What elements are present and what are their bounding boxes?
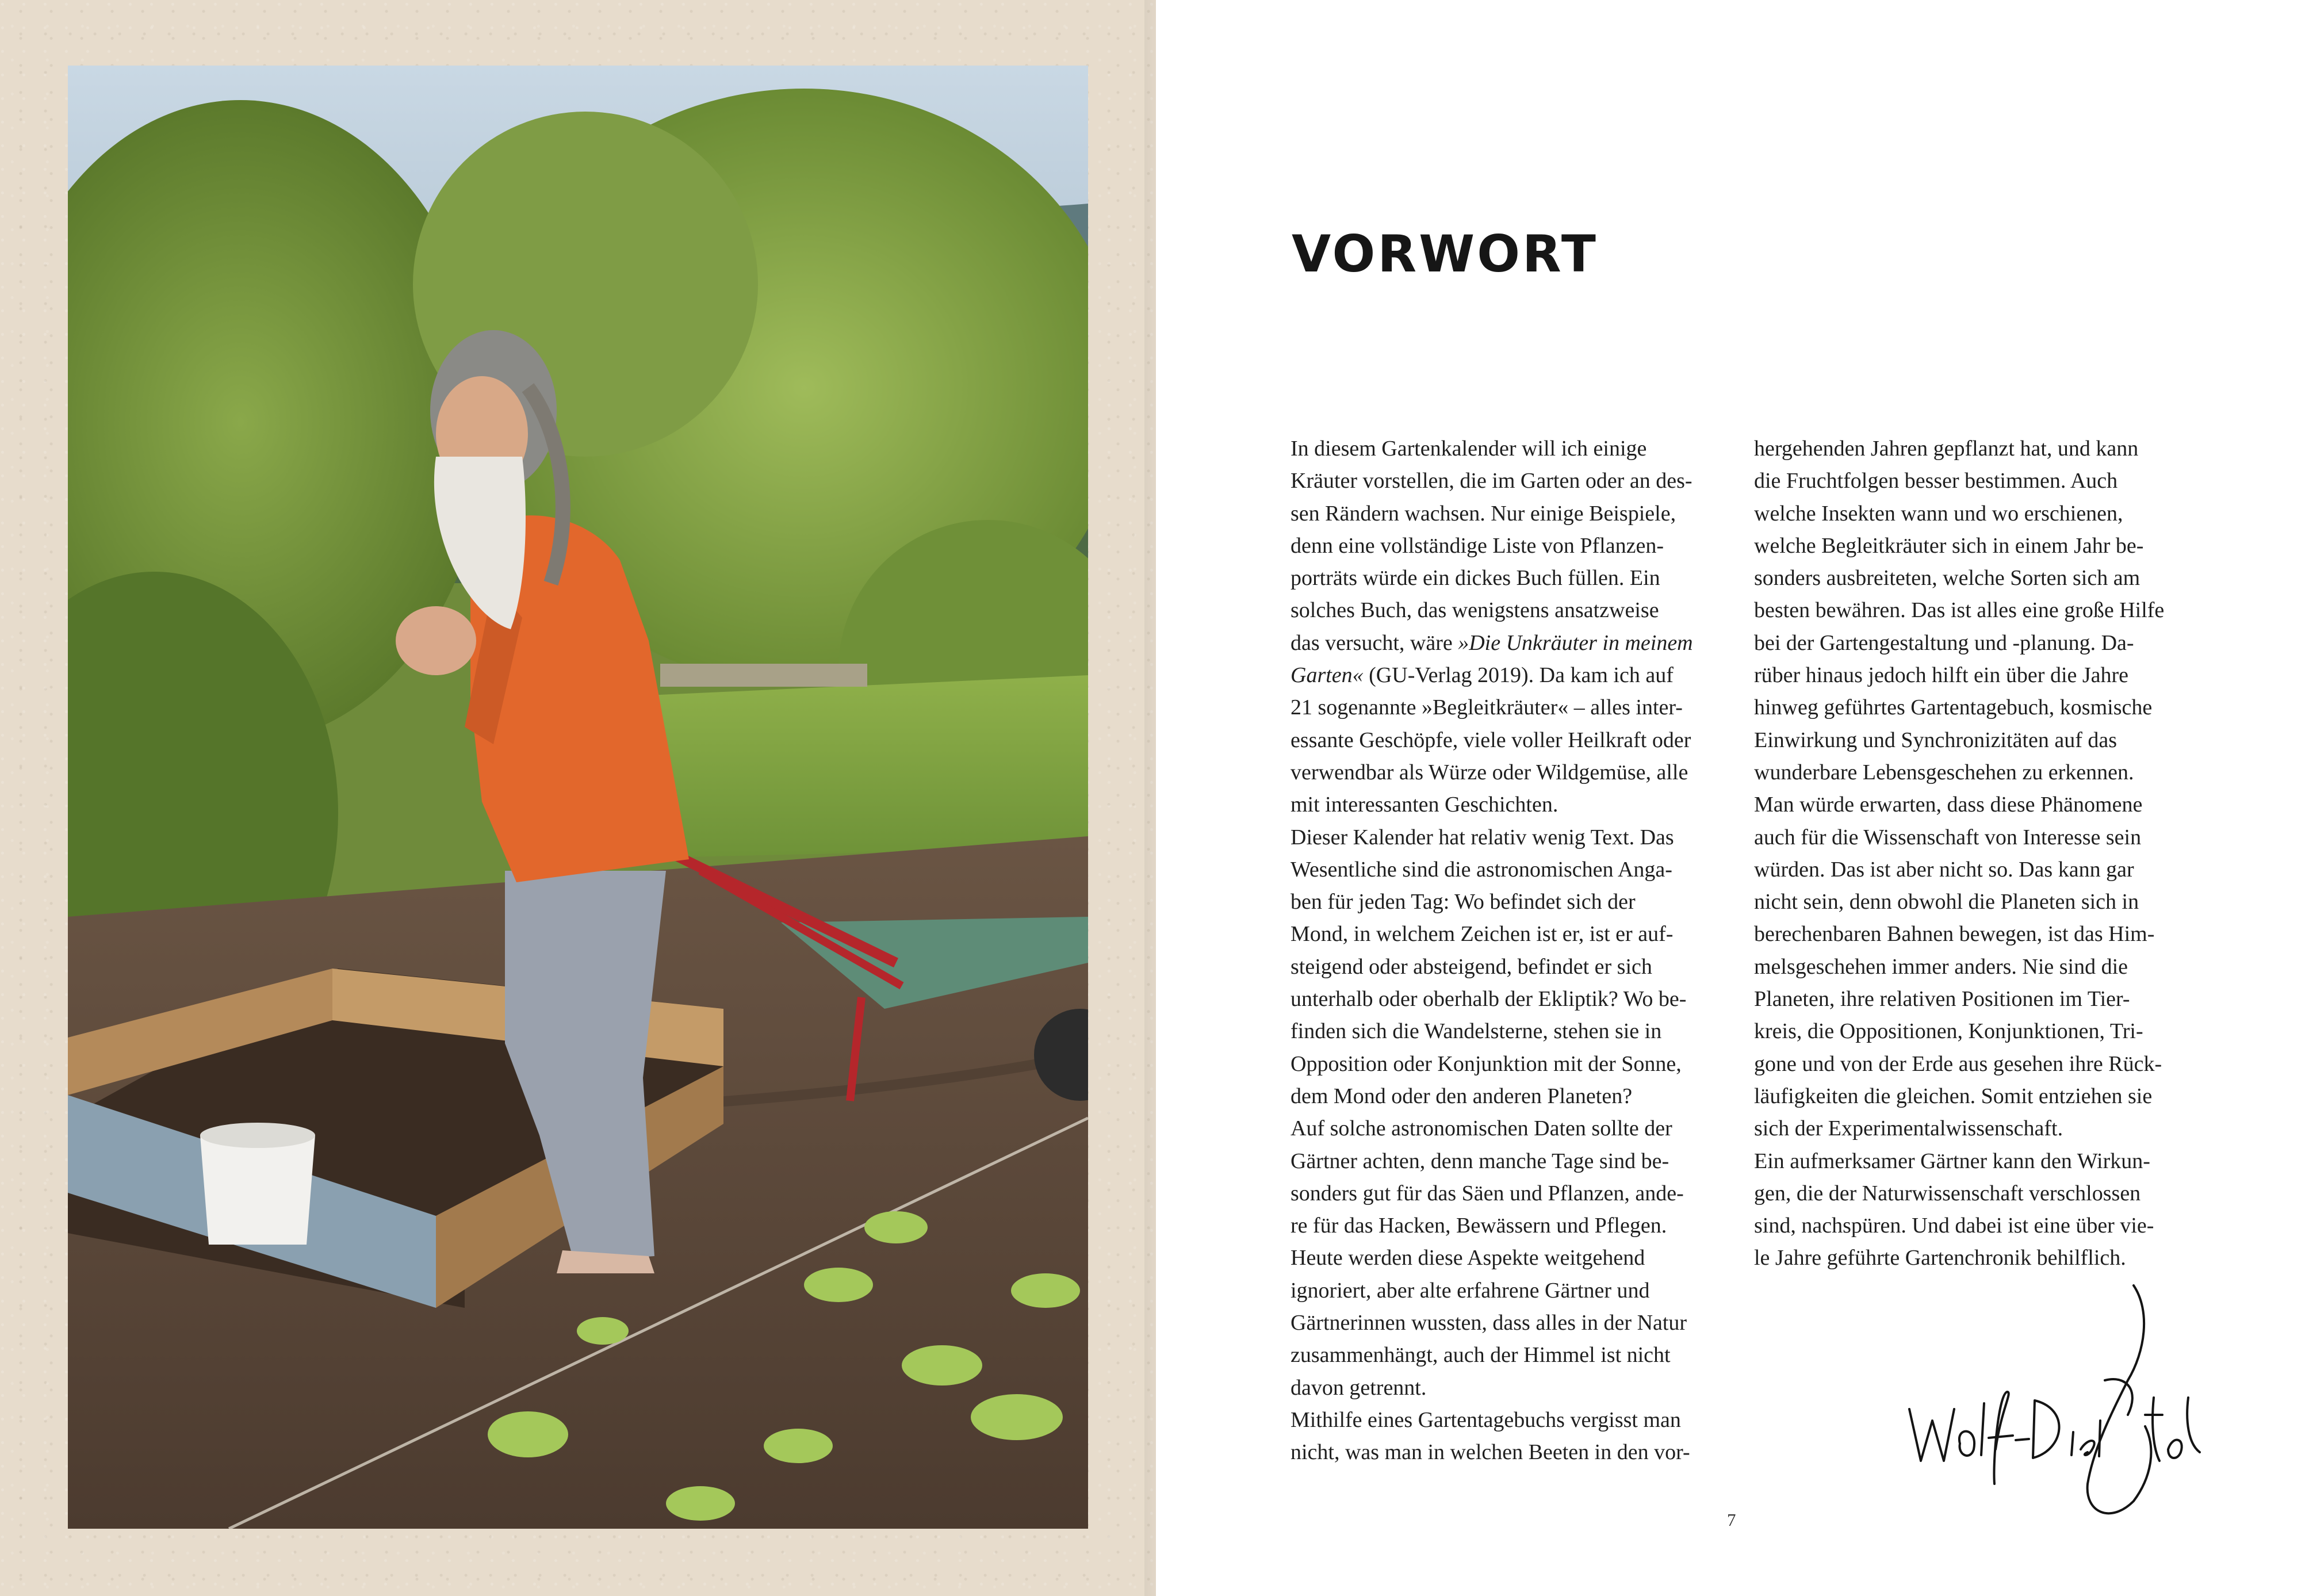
text-line [1754,562,2203,594]
text-segment: mit interessanten Geschichten. [1291,793,1559,817]
text-line [1291,433,1739,465]
text-line [1754,1145,2203,1177]
text-line [1291,886,1739,918]
italic-title: »Die Unkräuter in meinem [1458,630,1693,655]
text-line [1291,756,1739,789]
text-segment: Gärtnerinnen wussten, dass alles in der Natur [1291,1311,1687,1335]
signature [1898,1277,2203,1530]
text-line [1754,789,2203,821]
text-segment: Wesentliche sind die astronomischen Anga- [1291,857,1672,882]
text-line [1754,1210,2203,1242]
text-segment: sonders ausbreiteten, welche Sorten sich am [1754,566,2140,591]
text-segment: Mithilfe eines Gartentagebuchs vergisst man [1291,1407,1681,1432]
text-line [1754,594,2203,626]
text-line [1754,1112,2203,1145]
text-segment: ben für jeden Tag: Wo befindet sich der [1291,890,1636,914]
text-segment: Dieser Kalender hat relativ wenig Text. Das [1291,825,1674,849]
text-line [1291,465,1739,497]
text-line [1291,691,1739,724]
text-segment: hergehenden Jahren gepflanzt hat, und kann [1754,437,2139,461]
text-segment: nicht sein, denn obwohl die Planeten sich in [1754,890,2139,914]
text-line [1291,594,1739,626]
text-line [1754,821,2203,854]
text-segment: Opposition oder Konjunktion mit der Sonne, [1291,1051,1682,1076]
text-column-right [1754,433,2203,1274]
italic-title: Garten« [1291,663,1364,688]
photo-gardener [68,66,1088,1529]
text-line [1291,627,1739,659]
text-line [1754,1080,2203,1112]
text-line [1754,627,2203,659]
page-number: 7 [1727,1510,1736,1530]
text-line [1291,1339,1739,1371]
text-segment: gen, die der Naturwissenschaft verschlossen [1754,1181,2141,1205]
text-segment: dem Mond oder den anderen Planeten? [1291,1084,1633,1108]
text-line [1754,983,2203,1015]
text-line [1291,530,1739,562]
text-line [1754,465,2203,497]
text-segment: In diesem Gartenkalender will ich einige [1291,437,1647,461]
text-segment: wunderbare Lebensgeschehen zu erkennen. [1754,760,2134,784]
text-line [1754,1242,2203,1274]
text-line [1291,854,1739,886]
text-line [1291,724,1739,756]
text-line [1754,724,2203,756]
text-segment: hinweg geführtes Gartentagebuch, kosmische [1754,695,2153,720]
text-line [1291,1080,1739,1112]
text-segment: läufigkeiten die gleichen. Somit entziehen sie [1754,1084,2153,1108]
text-segment: Planeten, ihre relativen Positionen im Tier- [1754,987,2130,1012]
text-line [1291,1404,1739,1436]
text-line [1754,1177,2203,1210]
text-segment: Man würde erwarten, dass diese Phänomene [1754,793,2143,817]
text-line [1754,951,2203,983]
text-line [1754,691,2203,724]
text-segment: finden sich die Wandelsterne, stehen sie in [1291,1019,1662,1044]
text-line [1291,1242,1739,1274]
text-line [1291,789,1739,821]
text-line [1291,1372,1739,1404]
text-line [1291,1307,1739,1339]
text-line [1754,659,2203,691]
text-line [1291,497,1739,530]
text-line [1754,1015,2203,1047]
text-segment: Heute werden diese Aspekte weitgehend [1291,1246,1645,1270]
text-segment: davon getrennt. [1291,1375,1427,1400]
text-line [1291,1112,1739,1145]
text-line [1291,1015,1739,1047]
text-line [1291,821,1739,854]
text-line [1291,1145,1739,1177]
text-segment: besten bewähren. Das ist alles eine große Hilfe [1754,598,2165,623]
text-segment: denn eine vollständige Liste von Pflanzen- [1291,533,1664,558]
text-segment: Kräuter vorstellen, die im Garten oder an des- [1291,469,1692,493]
text-segment: Ein aufmerksamer Gärtner kann den Wirkun- [1754,1149,2150,1173]
text-segment: 21 sogenannte »Begleitkräuter« – alles inter- [1291,695,1683,720]
text-segment: nicht, was man in welchen Beeten in den vor- [1291,1440,1690,1465]
text-segment: Gärtner achten, denn manche Tage sind be- [1291,1149,1669,1173]
text-segment: re für das Hacken, Bewässern und Pflegen. [1291,1214,1667,1238]
text-segment: würden. Das ist aber nicht so. Das kann gar [1754,857,2134,882]
text-line [1754,756,2203,789]
text-segment: sich der Experimentalwissenschaft. [1754,1116,2063,1141]
text-line [1291,1436,1739,1468]
text-segment: zusammenhängt, auch der Himmel ist nicht [1291,1343,1671,1368]
text-line [1754,530,2203,562]
text-segment: die Fruchtfolgen besser bestimmen. Auch [1754,469,2118,493]
text-line [1291,659,1739,691]
text-line [1754,497,2203,530]
text-segment: verwendbar als Würze oder Wildgemüse, alle [1291,760,1688,784]
text-segment: bei der Gartengestaltung und -planung. Da- [1754,630,2134,655]
text-segment: porträts würde ein dickes Buch füllen. Ein [1291,566,1660,591]
text-line [1754,1048,2203,1080]
text-segment: ignoriert, aber alte erfahrene Gärtner und [1291,1278,1650,1303]
text-line [1754,854,2203,886]
text-line [1291,1048,1739,1080]
text-segment: welche Insekten wann und wo erschienen, [1754,501,2123,526]
text-segment: melsgeschehen immer anders. Nie sind die [1754,954,2128,979]
text-segment: (GU-Verlag 2019). Da kam ich auf [1363,663,1674,688]
text-segment: sind, nachspüren. Und dabei ist eine über vie- [1754,1214,2154,1238]
text-column-left [1291,433,1739,1469]
text-line [1291,1177,1739,1210]
text-segment: Auf solche astronomischen Daten sollte der [1291,1116,1672,1141]
text-segment: unterhalb oder oberhalb der Ekliptik? Wo be- [1291,987,1687,1012]
text-segment: welche Begleitkräuter sich in einem Jahr be- [1754,533,2144,558]
text-segment: rüber hinaus jedoch hilft ein über die Jahre [1754,663,2129,688]
text-segment: sonders gut für das Säen und Pflanzen, ande- [1291,1181,1684,1205]
text-segment: le Jahre geführte Gartenchronik behilflich. [1754,1246,2126,1270]
text-line [1291,1210,1739,1242]
text-line [1291,983,1739,1015]
text-segment: steigend oder absteigend, befindet er sich [1291,954,1652,979]
text-line [1291,1274,1739,1307]
text-line [1754,886,2203,918]
text-segment: solches Buch, das wenigstens ansatzweise [1291,598,1659,623]
text-segment: essante Geschöpfe, viele voller Heilkraft oder [1291,728,1691,752]
text-segment: Mond, in welchem Zeichen ist er, ist er auf- [1291,922,1674,947]
text-line [1291,918,1739,950]
text-segment: auch für die Wissenschaft von Interesse sein [1754,825,2142,849]
text-segment: das versucht, wäre [1291,630,1458,655]
text-line [1291,951,1739,983]
text-segment: kreis, die Oppositionen, Konjunktionen, Tri- [1754,1019,2143,1044]
text-segment: sen Rändern wachsen. Nur einige Beispiele, [1291,501,1676,526]
page-title: VORWORT [1292,224,1598,284]
text-segment: gone und von der Erde aus gesehen ihre Rück- [1754,1051,2162,1076]
text-line [1291,562,1739,594]
text-line [1754,433,2203,465]
text-segment: Einwirkung und Synchronizitäten auf das [1754,728,2117,752]
text-segment: berechenbaren Bahnen bewegen, ist das Him- [1754,922,2155,947]
text-line [1754,918,2203,950]
